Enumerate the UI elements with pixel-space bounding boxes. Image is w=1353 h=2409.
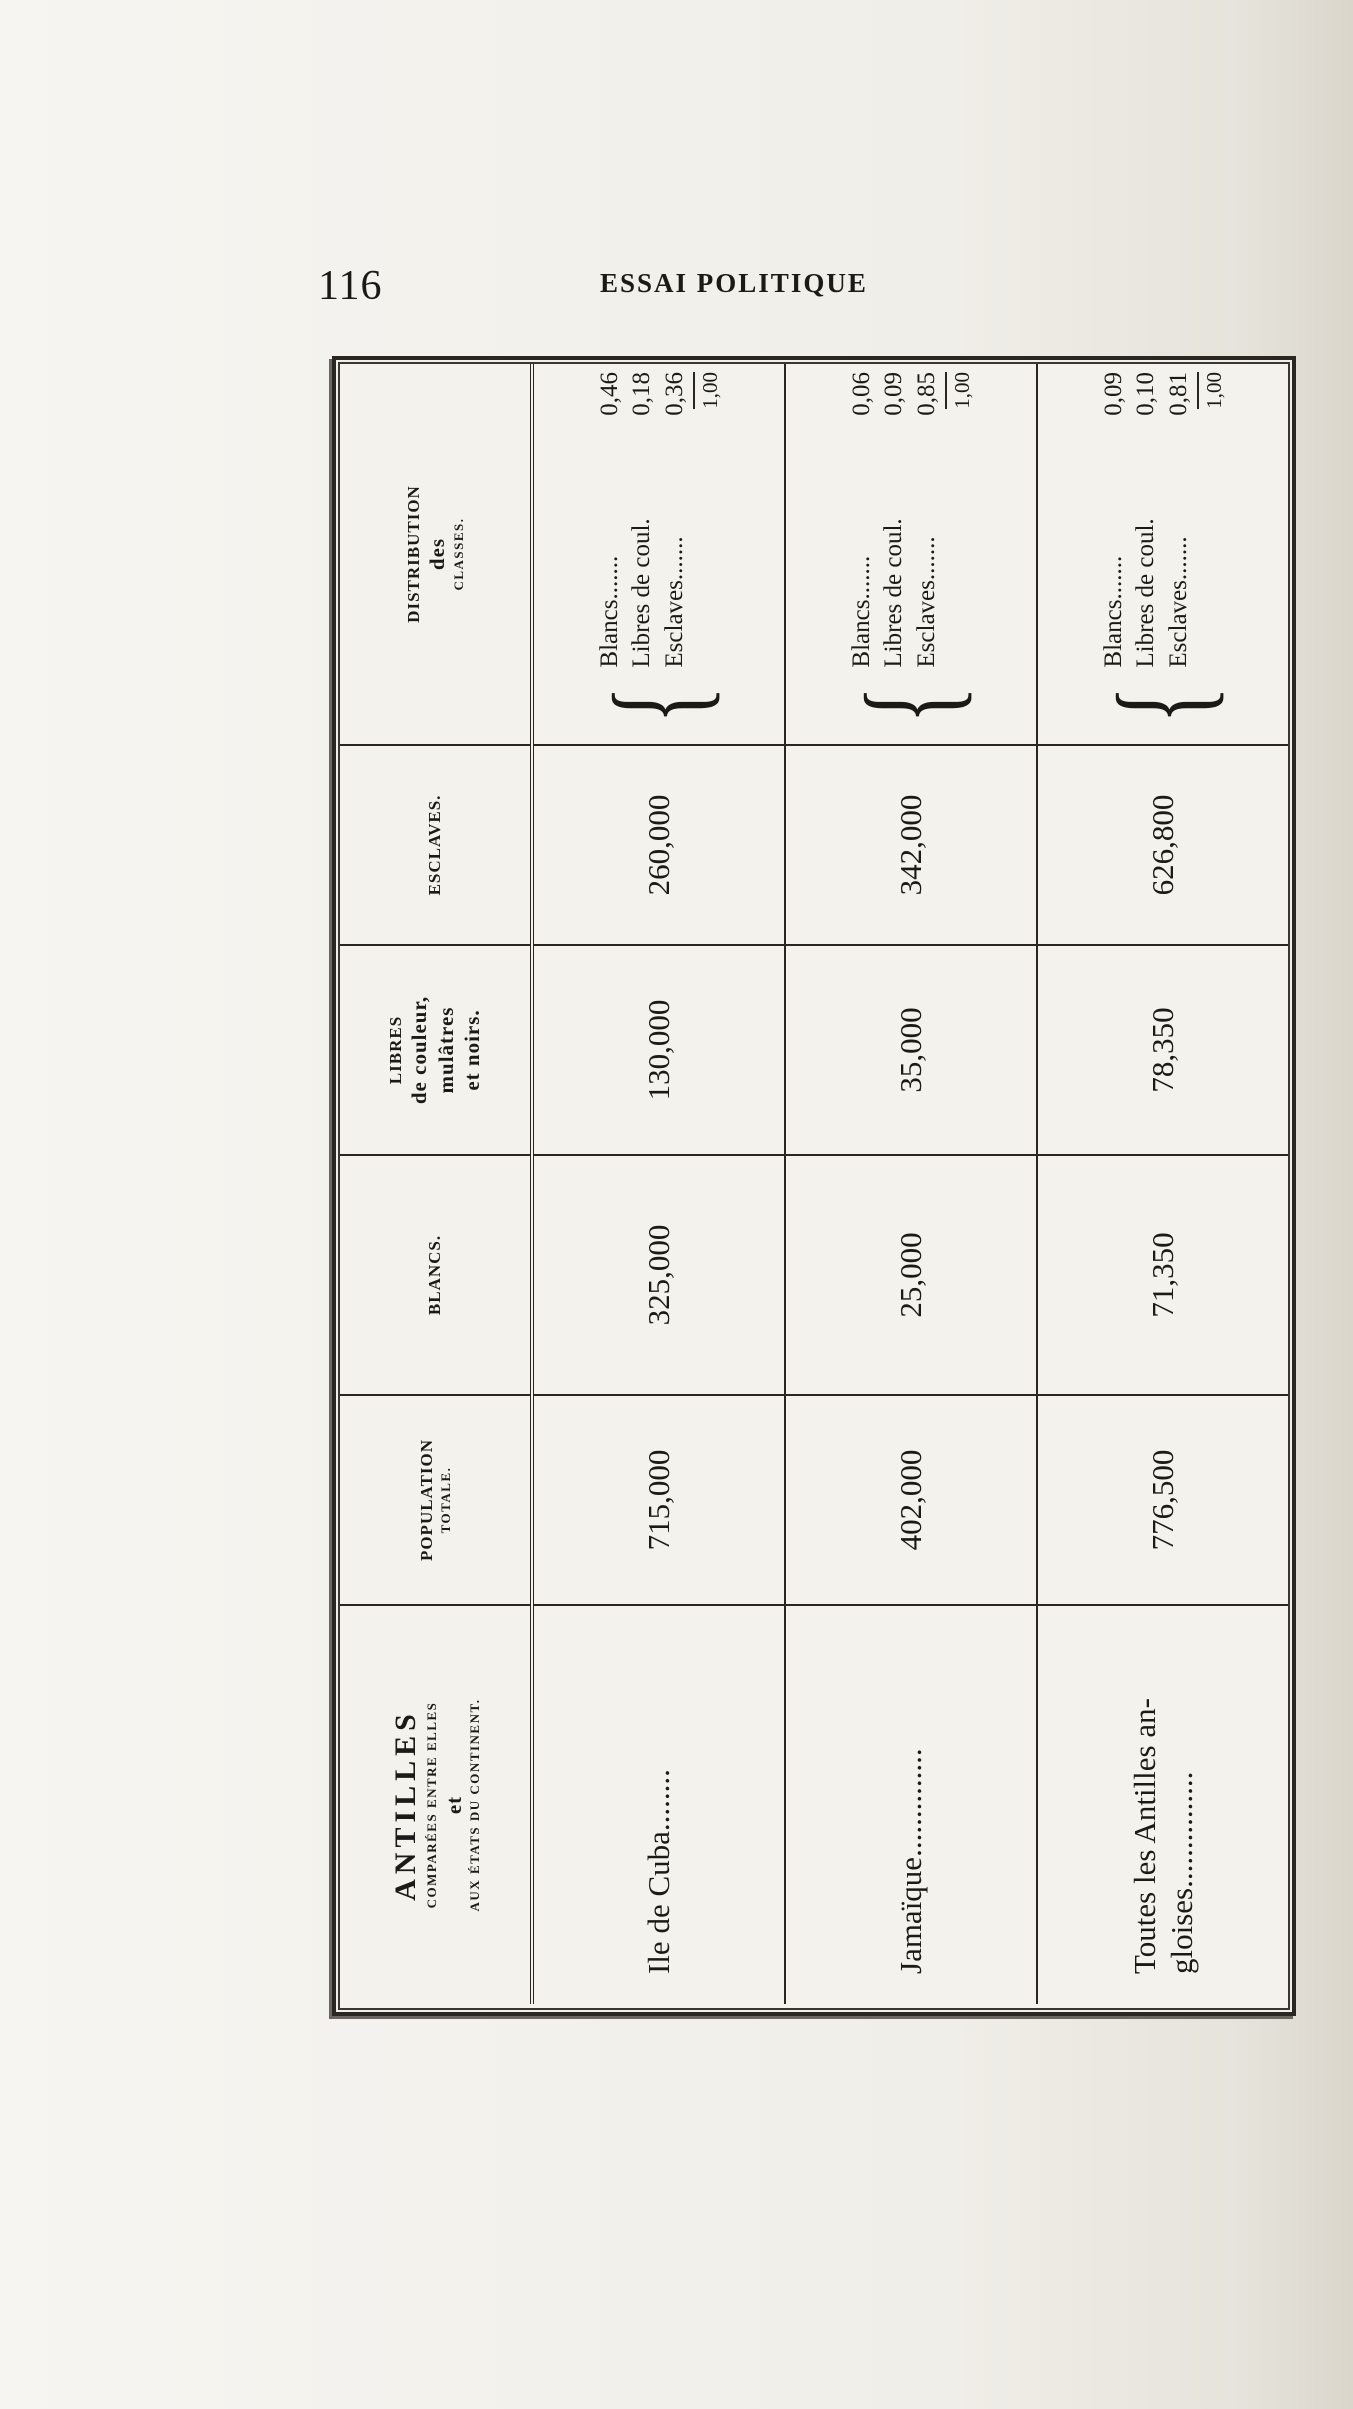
distribution-total: 1,00 xyxy=(693,372,724,409)
esclaves-value: 260,000 xyxy=(534,744,784,944)
blancs-value: 325,000 xyxy=(534,1154,784,1394)
brace-icon: { xyxy=(587,686,731,724)
header-libres: LIBRES de couleur, mulâtres et noirs. xyxy=(340,944,530,1154)
row-name: Ile de Cuba........ xyxy=(534,1604,784,2004)
table-row-jamaique xyxy=(786,364,1038,2004)
libres-value: 35,000 xyxy=(786,944,1036,1154)
header-blancs: BLANCS. xyxy=(340,1154,530,1394)
header-population: POPULATION TOTALE. xyxy=(340,1394,530,1604)
table-header-row xyxy=(340,364,534,2004)
libres-value: 78,350 xyxy=(1038,944,1288,1154)
distribution-cell: { Blancs....... 0,46 Libres de coul. 0,18 Esclaves....... 0,36 1,00 xyxy=(587,372,731,724)
population-value: 402,000 xyxy=(786,1394,1036,1604)
brace-icon: { xyxy=(1091,686,1235,724)
blancs-value: 25,000 xyxy=(786,1154,1036,1394)
blancs-value: 71,350 xyxy=(1038,1154,1288,1394)
libres-value: 130,000 xyxy=(534,944,784,1154)
distribution-total: 1,00 xyxy=(945,372,976,409)
statistics-table xyxy=(332,356,1296,2016)
running-title: ESSAI POLITIQUE xyxy=(600,268,868,298)
population-value: 776,500 xyxy=(1038,1394,1288,1604)
header-esclaves: ESCLAVES. xyxy=(340,744,530,944)
distribution-cell: { Blancs....... 0,06 Libres de coul. 0,09 Esclaves....... 0,85 1,00 xyxy=(839,372,983,724)
rotated-table-body xyxy=(340,364,1288,2004)
brace-icon: { xyxy=(839,686,983,724)
esclaves-value: 342,000 xyxy=(786,744,1036,944)
table-row-antilles-anglaises xyxy=(1038,364,1288,2004)
distribution-total: 1,00 xyxy=(1197,372,1228,409)
distribution-cell: { Blancs....... 0,09 Libres de coul. 0,10 Esclaves....... 0,81 1,00 xyxy=(1091,372,1235,724)
page-number: 116 xyxy=(318,263,383,309)
esclaves-value: 626,800 xyxy=(1038,744,1288,944)
header-antilles: ANTILLES COMPARÉES ENTRE ELLES et AUX ÉTATS DU CONTINENT. xyxy=(340,1604,530,2004)
row-name: Toutes les Antilles an- gloises............... xyxy=(1038,1604,1288,2004)
table-row-cuba xyxy=(534,364,786,2004)
row-name: Jamaïque.............. xyxy=(786,1604,1036,2004)
population-value: 715,000 xyxy=(534,1394,784,1604)
header-distribution: DISTRIBUTION des CLASSES. xyxy=(404,485,466,623)
